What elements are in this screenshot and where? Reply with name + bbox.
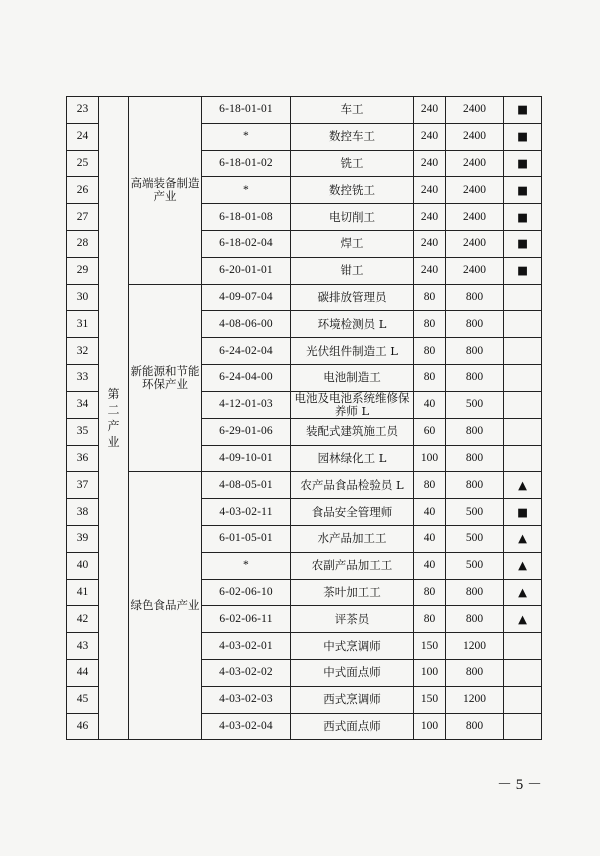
occupation-name-cell: 农产品食品检验员 L — [291, 472, 414, 499]
occupation-name-cell: 农副产品加工工 — [291, 552, 414, 579]
value-b-cell: 800 — [446, 659, 504, 686]
industry-category-cell: 新能源和节能环保产业 — [129, 284, 202, 472]
value-b-cell: 800 — [446, 579, 504, 606]
occupation-name-cell: 园林绿化工 L — [291, 445, 414, 472]
value-a-cell: 100 — [414, 713, 446, 740]
value-b-cell: 2400 — [446, 230, 504, 257]
row-number-cell: 26 — [67, 177, 99, 204]
occupation-name-cell: 评茶员 — [291, 606, 414, 633]
value-a-cell: 240 — [414, 97, 446, 124]
value-a-cell: 150 — [414, 633, 446, 660]
table-row — [67, 472, 542, 499]
table-body — [67, 97, 542, 740]
row-number-cell: 45 — [67, 686, 99, 713]
occupation-code-cell: 4-03-02-01 — [202, 633, 291, 660]
sector-cell — [99, 97, 129, 740]
page-number: － 5 － — [497, 777, 543, 793]
occupation-name-cell: 西式烹调师 — [291, 686, 414, 713]
occupation-name-cell: 碳排放管理员 — [291, 284, 414, 311]
mark-cell — [504, 445, 542, 472]
value-a-cell: 240 — [414, 123, 446, 150]
mark-cell — [504, 364, 542, 391]
mark-cell: ■ — [504, 123, 542, 150]
row-number-cell: 34 — [67, 391, 99, 418]
mark-cell — [504, 418, 542, 445]
value-a-cell: 80 — [414, 284, 446, 311]
value-b-cell: 800 — [446, 418, 504, 445]
occupation-name-cell: 焊工 — [291, 230, 414, 257]
occupation-code-cell: 4-03-02-11 — [202, 499, 291, 526]
occupation-name-cell: 数控车工 — [291, 123, 414, 150]
occupation-name-cell: 西式面点师 — [291, 713, 414, 740]
value-a-cell: 240 — [414, 230, 446, 257]
value-b-cell: 800 — [446, 284, 504, 311]
occupation-name-cell: 车工 — [291, 97, 414, 124]
row-number-cell: 41 — [67, 579, 99, 606]
occupation-code-cell: 6-01-05-01 — [202, 525, 291, 552]
industry-category-cell: 绿色食品产业 — [129, 472, 202, 740]
value-a-cell: 240 — [414, 257, 446, 284]
occupation-code-cell: 4-03-02-03 — [202, 686, 291, 713]
table-row — [67, 284, 542, 311]
occupation-code-cell: 6-18-01-01 — [202, 97, 291, 124]
value-a-cell: 100 — [414, 659, 446, 686]
value-a-cell: 40 — [414, 499, 446, 526]
table-row — [67, 97, 542, 124]
occupation-code-cell: * — [202, 552, 291, 579]
value-a-cell: 80 — [414, 338, 446, 365]
value-a-cell: 80 — [414, 364, 446, 391]
mark-cell: ■ — [504, 150, 542, 177]
mark-cell: ■ — [504, 230, 542, 257]
occupation-table — [66, 96, 542, 740]
value-a-cell: 240 — [414, 177, 446, 204]
value-b-cell: 2400 — [446, 123, 504, 150]
mark-cell: ■ — [504, 257, 542, 284]
row-number-cell: 40 — [67, 552, 99, 579]
mark-cell: ▲ — [504, 552, 542, 579]
value-a-cell: 80 — [414, 311, 446, 338]
row-number-cell: 46 — [67, 713, 99, 740]
value-a-cell: 100 — [414, 445, 446, 472]
row-number-cell: 33 — [67, 364, 99, 391]
occupation-code-cell: 6-18-01-08 — [202, 204, 291, 231]
value-b-cell: 500 — [446, 499, 504, 526]
row-number-cell: 43 — [67, 633, 99, 660]
row-number-cell: 36 — [67, 445, 99, 472]
row-number-cell: 24 — [67, 123, 99, 150]
value-b-cell: 800 — [446, 338, 504, 365]
value-b-cell: 800 — [446, 311, 504, 338]
occupation-code-cell: 4-09-10-01 — [202, 445, 291, 472]
mark-cell: ▲ — [504, 525, 542, 552]
value-b-cell: 1200 — [446, 686, 504, 713]
occupation-code-cell: 4-08-06-00 — [202, 311, 291, 338]
value-a-cell: 60 — [414, 418, 446, 445]
occupation-code-cell: 6-24-04-00 — [202, 364, 291, 391]
occupation-code-cell: 6-29-01-06 — [202, 418, 291, 445]
value-a-cell: 80 — [414, 472, 446, 499]
value-a-cell: 240 — [414, 204, 446, 231]
occupation-code-cell: 6-18-02-04 — [202, 230, 291, 257]
occupation-name-cell: 装配式建筑施工员 — [291, 418, 414, 445]
value-b-cell: 800 — [446, 445, 504, 472]
value-b-cell: 1200 — [446, 633, 504, 660]
value-b-cell: 2400 — [446, 97, 504, 124]
occupation-name-cell: 电池制造工 — [291, 364, 414, 391]
occupation-code-cell: 6-18-01-02 — [202, 150, 291, 177]
occupation-code-cell: 4-03-02-04 — [202, 713, 291, 740]
value-b-cell: 2400 — [446, 204, 504, 231]
value-b-cell: 2400 — [446, 150, 504, 177]
value-b-cell: 800 — [446, 606, 504, 633]
value-a-cell: 40 — [414, 525, 446, 552]
row-number-cell: 44 — [67, 659, 99, 686]
row-number-cell: 39 — [67, 525, 99, 552]
row-number-cell: 38 — [67, 499, 99, 526]
value-b-cell: 800 — [446, 472, 504, 499]
occupation-name-cell: 中式烹调师 — [291, 633, 414, 660]
mark-cell — [504, 311, 542, 338]
occupation-code-cell: * — [202, 177, 291, 204]
row-number-cell: 35 — [67, 418, 99, 445]
mark-cell: ■ — [504, 177, 542, 204]
value-b-cell: 500 — [446, 552, 504, 579]
occupation-name-cell: 水产品加工工 — [291, 525, 414, 552]
row-number-cell: 30 — [67, 284, 99, 311]
occupation-name-cell: 环境检测员 L — [291, 311, 414, 338]
row-number-cell: 32 — [67, 338, 99, 365]
occupation-code-cell: 6-02-06-11 — [202, 606, 291, 633]
value-a-cell: 150 — [414, 686, 446, 713]
row-number-cell: 28 — [67, 230, 99, 257]
value-a-cell: 240 — [414, 150, 446, 177]
row-number-cell: 31 — [67, 311, 99, 338]
occupation-code-cell: * — [202, 123, 291, 150]
occupation-code-cell: 4-03-02-02 — [202, 659, 291, 686]
occupation-code-cell: 6-24-02-04 — [202, 338, 291, 365]
value-b-cell: 500 — [446, 391, 504, 418]
row-number-cell: 25 — [67, 150, 99, 177]
row-number-cell: 37 — [67, 472, 99, 499]
row-number-cell: 42 — [67, 606, 99, 633]
mark-cell: ■ — [504, 204, 542, 231]
industry-category-cell: 高端装备制造产业 — [129, 97, 202, 285]
value-b-cell: 500 — [446, 525, 504, 552]
value-b-cell: 2400 — [446, 177, 504, 204]
value-b-cell: 800 — [446, 364, 504, 391]
row-number-cell: 29 — [67, 257, 99, 284]
value-b-cell: 800 — [446, 713, 504, 740]
occupation-name-cell: 茶叶加工工 — [291, 579, 414, 606]
occupation-name-cell: 电切削工 — [291, 204, 414, 231]
mark-cell — [504, 284, 542, 311]
mark-cell — [504, 713, 542, 740]
occupation-name-cell: 铣工 — [291, 150, 414, 177]
occupation-code-cell: 4-12-01-03 — [202, 391, 291, 418]
value-a-cell: 80 — [414, 579, 446, 606]
mark-cell: ▲ — [504, 579, 542, 606]
occupation-name-cell: 中式面点师 — [291, 659, 414, 686]
occupation-name-cell: 电池及电池系统维修保养师 L — [291, 391, 414, 418]
mark-cell: ■ — [504, 97, 542, 124]
occupation-name-cell: 钳工 — [291, 257, 414, 284]
occupation-code-cell: 4-08-05-01 — [202, 472, 291, 499]
occupation-code-cell: 6-20-01-01 — [202, 257, 291, 284]
mark-cell — [504, 633, 542, 660]
occupation-name-cell: 光伏组件制造工 L — [291, 338, 414, 365]
value-a-cell: 40 — [414, 552, 446, 579]
mark-cell: ▲ — [504, 472, 542, 499]
occupation-code-cell: 4-09-07-04 — [202, 284, 291, 311]
mark-cell — [504, 391, 542, 418]
value-a-cell: 40 — [414, 391, 446, 418]
row-number-cell: 27 — [67, 204, 99, 231]
mark-cell — [504, 686, 542, 713]
sector-label: 第二产业 — [107, 387, 120, 450]
value-a-cell: 80 — [414, 606, 446, 633]
occupation-name-cell: 数控铣工 — [291, 177, 414, 204]
row-number-cell: 23 — [67, 97, 99, 124]
occupation-name-cell: 食品安全管理师 — [291, 499, 414, 526]
mark-cell: ■ — [504, 499, 542, 526]
value-b-cell: 2400 — [446, 257, 504, 284]
occupation-code-cell: 6-02-06-10 — [202, 579, 291, 606]
mark-cell — [504, 338, 542, 365]
mark-cell — [504, 659, 542, 686]
mark-cell: ▲ — [504, 606, 542, 633]
